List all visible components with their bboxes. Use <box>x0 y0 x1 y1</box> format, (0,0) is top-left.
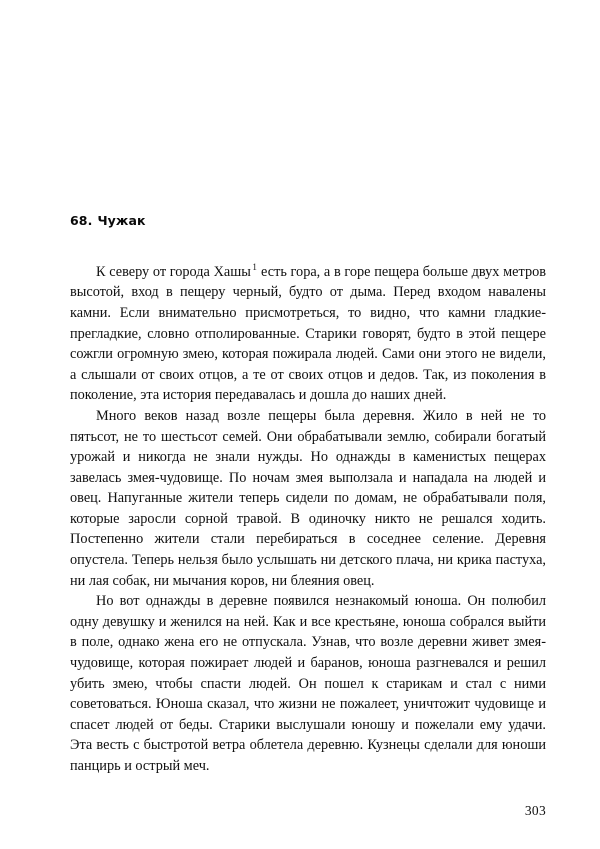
paragraph-3: Но вот однажды в деревне появился незнакомый юноша. Он полюбил одну девушку и женился на ней. Как и все крестьяне, юноша собрался выйти в поле, однако жена его не отпускала. Узнав, что возле деревни живет змея-чудовище, которая пожирает людей и баранов, юноша разгневался и решил убить змею, чтобы спасти людей. Он пошел к старикам и стал с ними советоваться. Юноша сказал, что жизни не пожалеет, уничтожит чудовище и спасет людей от беды. Старики выслушали юношу и пожелали ему удачи. Эта весть с быстротой ветра облетела деревню. Кузнецы сделали для юноши панцирь и острый меч. <box>70 593 546 774</box>
footnote-reference-marker: 1 <box>252 261 257 272</box>
story-number: 68. <box>70 213 93 228</box>
paragraph-2: Много веков назад возле пещеры была деревня. Жило в ней не то пятьсот, не то шестьсот семей. Они обрабатывали землю, собирали богатый урожай и никогда не знали нужды. Но однажды в каменистых пещерах завелась змея-чудовище. По ночам змея выползала и нападала на людей и овец. Напуганные жители теперь сидели по домам, не обрабатывали поля, которые заросли сорной травой. В одиночку никто не решался ходить. Постепенно жители стали перебираться в соседнее селение. Деревня опустела. Теперь нельзя было услышать ни детского плача, ни крика пастуха, ни лая собак, ни мычания коров, ни блеяния овец. <box>70 407 546 589</box>
paragraph-1 <box>70 262 546 406</box>
page-content <box>70 214 546 777</box>
page-number: 303 <box>524 803 546 818</box>
paragraph-1-text-a: К северу от города Хашы <box>96 263 251 280</box>
story-title: Чужак <box>97 213 146 228</box>
paragraph-1-text-b: есть гора, а в горе пещера больше двух метров высотой, вход в пещеру черный, будто от дыма. Перед входом навалены камни. Если внимательно присмотреться, то видно, что камни гладкие-прегладкие, словно отполированные. Старики говорят, будто в этой пещере сожгли огромную змею, которая пожирала людей. Сами они этого не видели, а слышали от своих отцов, а те от своих отцов и дедов. Так, из поколения в поколение, эта история передавалась и дошла до наших дней. <box>70 263 546 404</box>
page-title <box>70 214 546 228</box>
